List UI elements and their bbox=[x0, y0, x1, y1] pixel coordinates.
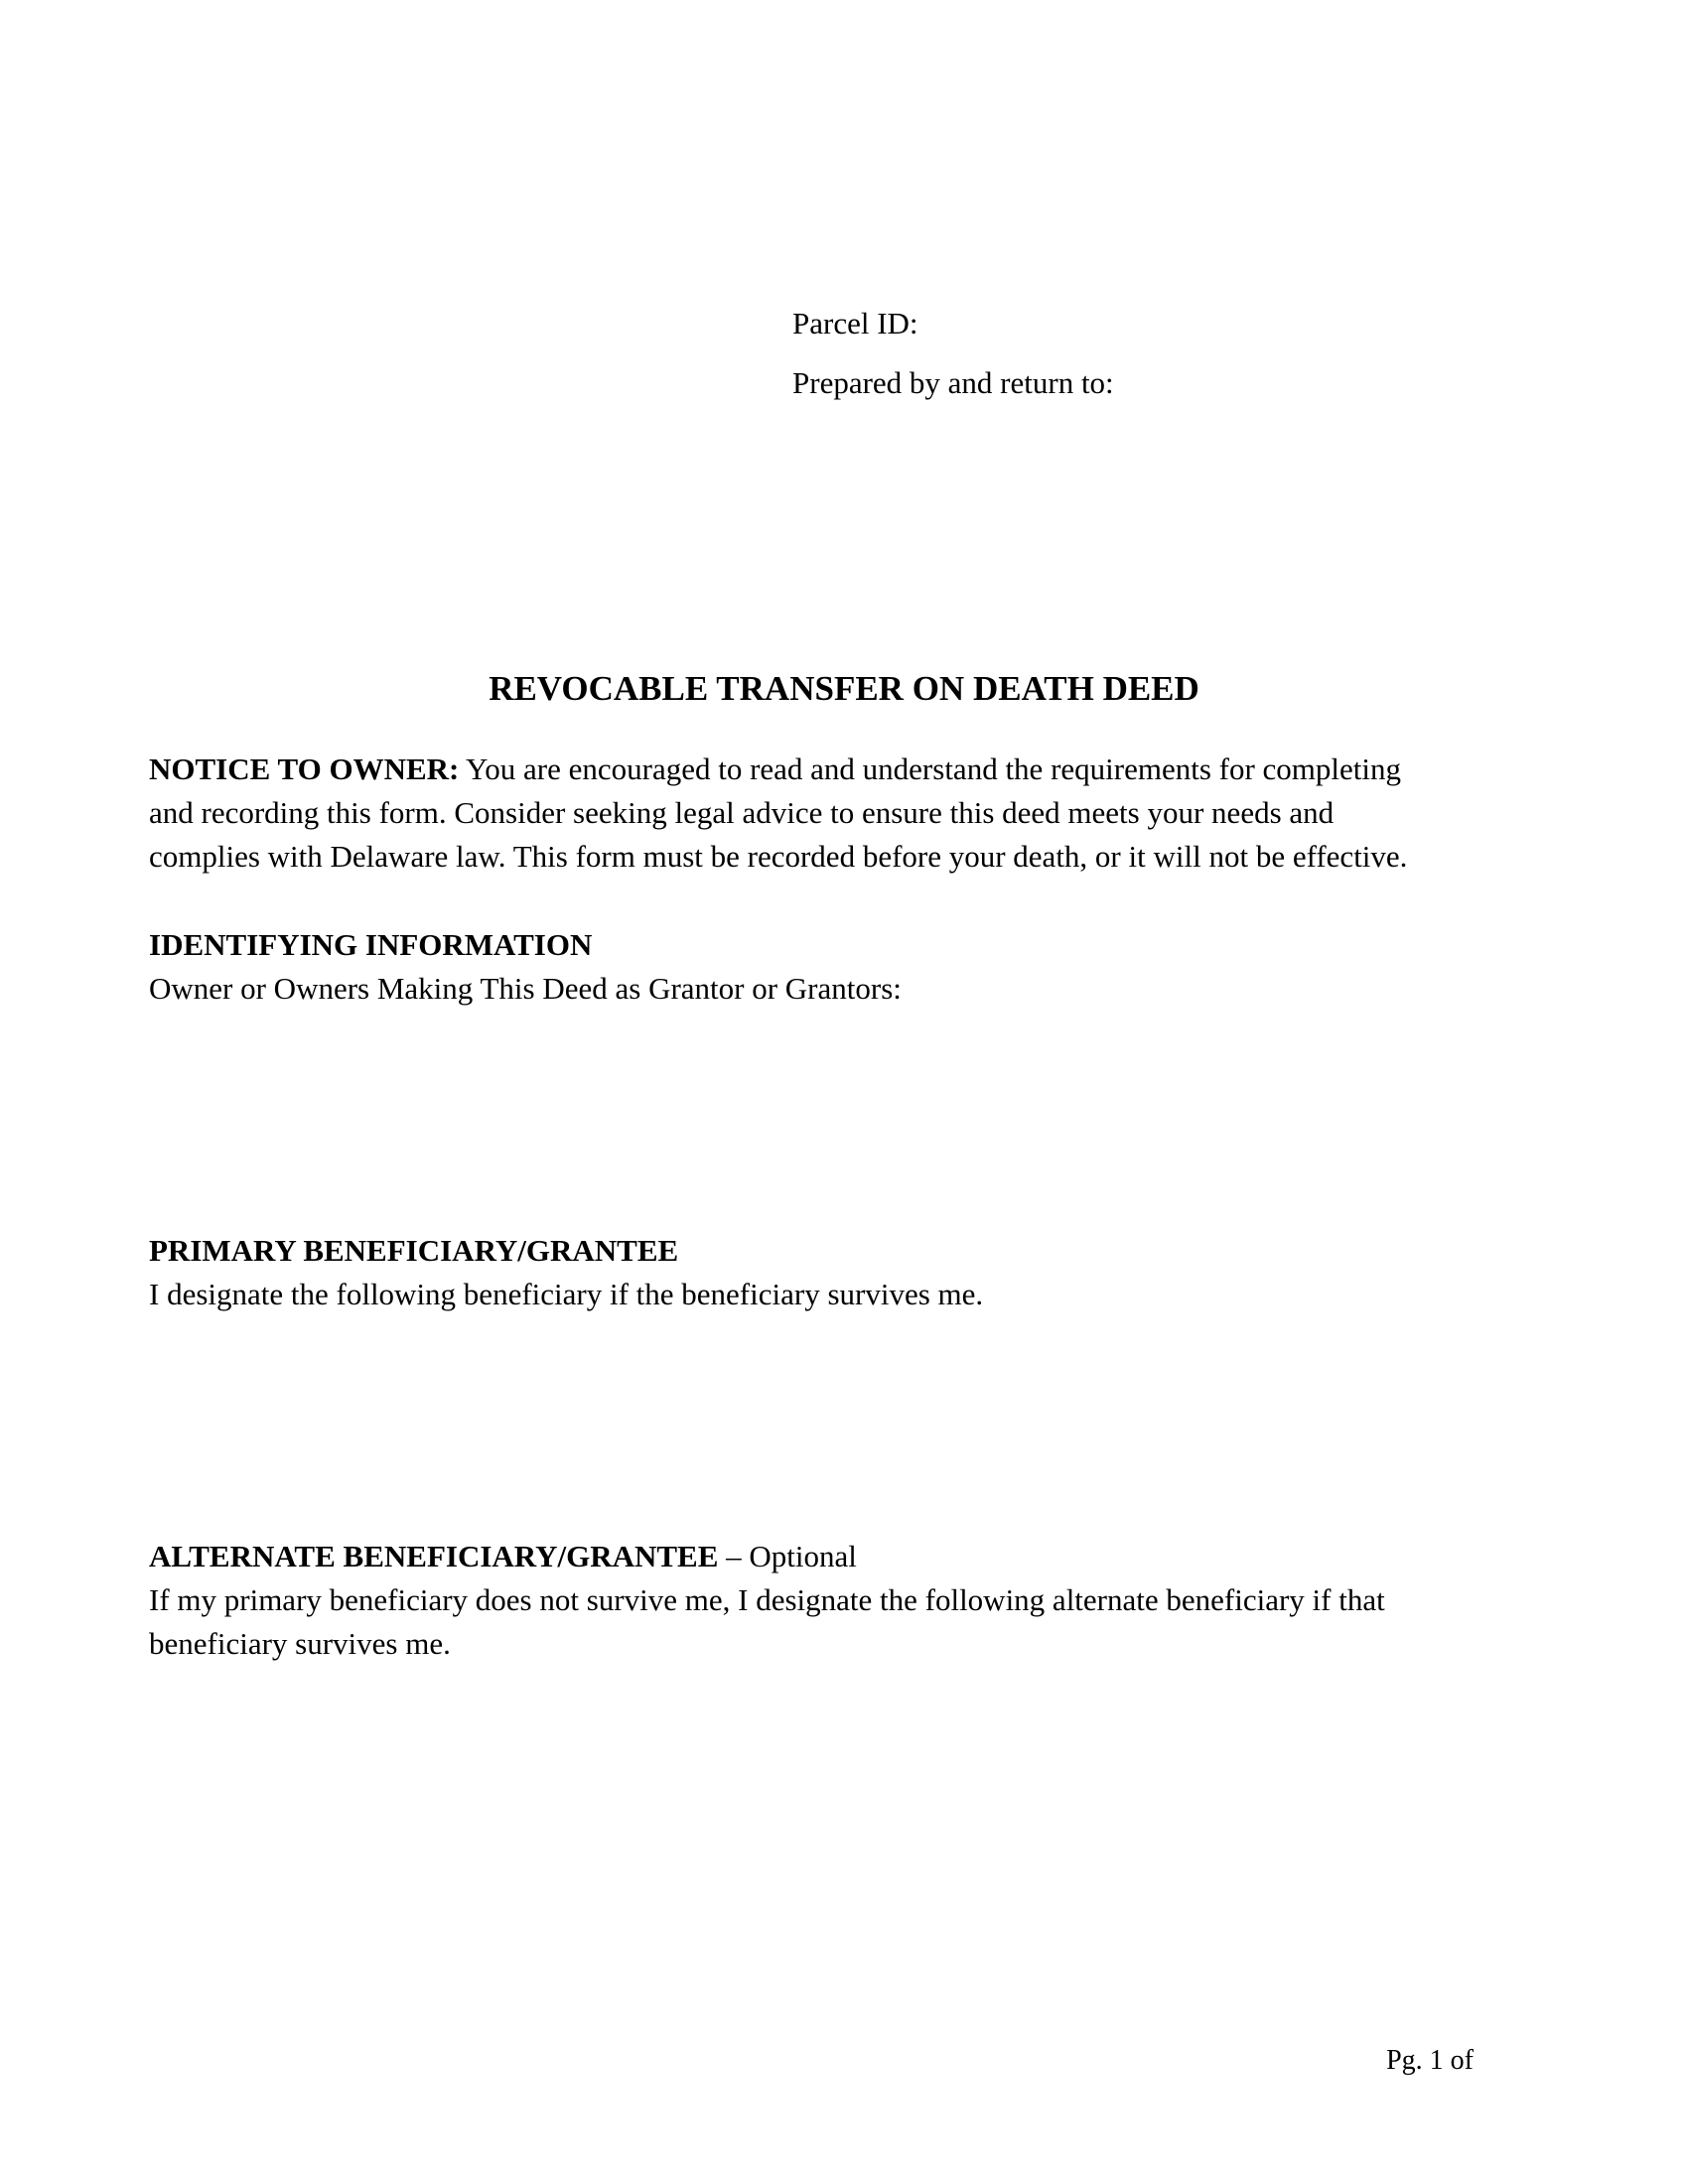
notice-line-2: and recording this form. Consider seeking legal advice to ensure this deed meets your needs and bbox=[149, 795, 1335, 830]
alternate-line-2: beneficiary survives me. bbox=[149, 1626, 451, 1661]
notice-label: NOTICE TO OWNER: bbox=[149, 751, 460, 786]
notice-line-1-text: You are encouraged to read and understand the requirements for completing bbox=[459, 751, 1402, 786]
alternate-beneficiary-paragraph bbox=[149, 1578, 1519, 1666]
identifying-information-heading: IDENTIFYING INFORMATION bbox=[149, 927, 593, 962]
optional-label: – Optional bbox=[718, 1539, 857, 1573]
page-number: Pg. 1 of bbox=[1386, 2045, 1474, 2076]
alternate-beneficiary-heading-line bbox=[149, 1535, 1519, 1578]
notice-line-1 bbox=[149, 748, 1519, 791]
alternate-beneficiary-heading: ALTERNATE BENEFICIARY/GRANTEE bbox=[149, 1539, 719, 1573]
notice-to-owner-paragraph bbox=[149, 748, 1519, 879]
owners-grantors-text: Owner or Owners Making This Deed as Grantor or Grantors: bbox=[149, 971, 902, 1006]
parcel-id-label: Parcel ID: bbox=[792, 306, 918, 341]
document-title: REVOCABLE TRANSFER ON DEATH DEED bbox=[489, 669, 1199, 708]
alternate-line-1: If my primary beneficiary does not survive me, I designate the following alternate beneficiary if that bbox=[149, 1582, 1385, 1617]
prepared-by-label: Prepared by and return to: bbox=[792, 365, 1114, 400]
notice-line-3: complies with Delaware law. This form must be recorded before your death, or it will not be effective. bbox=[149, 839, 1408, 874]
primary-beneficiary-heading: PRIMARY BENEFICIARY/GRANTEE bbox=[149, 1233, 679, 1268]
primary-beneficiary-text: I designate the following beneficiary if the beneficiary survives me. bbox=[149, 1277, 984, 1311]
